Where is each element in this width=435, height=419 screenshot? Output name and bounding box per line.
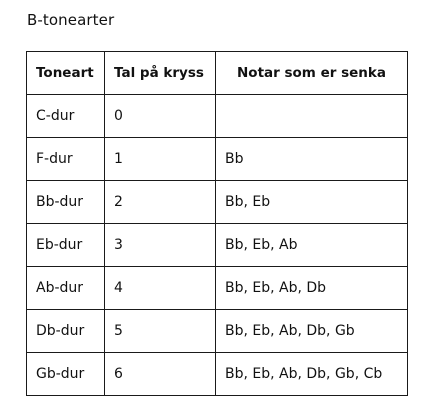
cell-key: Gb-dur: [27, 353, 105, 396]
cell-count: 0: [105, 95, 216, 138]
table-row: [27, 181, 408, 224]
table-row: [27, 138, 408, 181]
cell-key: F-dur: [27, 138, 105, 181]
page-title: B-tonearter: [27, 11, 115, 29]
cell-key: Ab-dur: [27, 267, 105, 310]
cell-notes: Bb, Eb, Ab, Db, Gb, Cb: [216, 353, 408, 396]
cell-notes: Bb, Eb, Ab, Db, Gb: [216, 310, 408, 353]
cell-count: 4: [105, 267, 216, 310]
header-key: Toneart: [27, 52, 105, 95]
cell-notes: [216, 95, 408, 138]
table-row: [27, 310, 408, 353]
cell-count: 1: [105, 138, 216, 181]
cell-notes: Bb, Eb: [216, 181, 408, 224]
header-count: Tal på kryss: [105, 52, 216, 95]
table-header-row: [27, 52, 408, 95]
table-row: [27, 353, 408, 396]
header-flattened-notes: Notar som er senka: [216, 52, 408, 95]
cell-key: Db-dur: [27, 310, 105, 353]
key-signature-table: [26, 51, 408, 396]
cell-key: Bb-dur: [27, 181, 105, 224]
cell-notes: Bb, Eb, Ab: [216, 224, 408, 267]
cell-count: 2: [105, 181, 216, 224]
cell-notes: Bb, Eb, Ab, Db: [216, 267, 408, 310]
table-row: [27, 95, 408, 138]
cell-count: 6: [105, 353, 216, 396]
cell-key: C-dur: [27, 95, 105, 138]
cell-key: Eb-dur: [27, 224, 105, 267]
table-row: [27, 267, 408, 310]
cell-count: 5: [105, 310, 216, 353]
cell-count: 3: [105, 224, 216, 267]
cell-notes: Bb: [216, 138, 408, 181]
table-row: [27, 224, 408, 267]
